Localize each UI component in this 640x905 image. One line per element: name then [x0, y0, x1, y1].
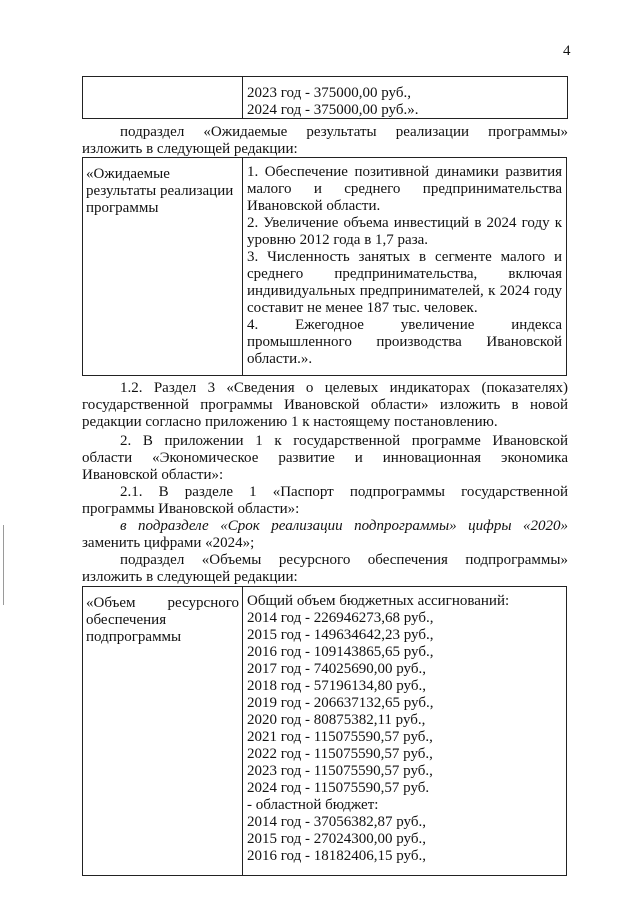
- table-cell-values: [243, 77, 567, 118]
- heading-line: «Объем ресурсного: [86, 595, 239, 611]
- paragraph-line: 2.1. В разделе 1 «Паспорт подпрограммы государственной: [120, 484, 568, 500]
- funding-line: 2015 год - 27024300,00 руб.,: [247, 831, 426, 847]
- result-line: индивидуальных предпринимателей, к 2024 году: [247, 283, 562, 299]
- funding-line: 2018 год - 57196134,80 руб.,: [247, 678, 426, 694]
- result-line: составит не менее 187 тыс. человек.: [247, 300, 478, 316]
- table-cell-results: [243, 158, 566, 375]
- result-item-4: [247, 317, 562, 368]
- funding-line: 2024 год - 375000,00 руб.».: [247, 102, 419, 118]
- paragraph-line: программы Ивановской области»:: [82, 501, 300, 517]
- funding-total-heading: Общий объем бюджетных ассигнований:: [247, 593, 510, 609]
- paragraph-section-1: [82, 484, 568, 518]
- heading-line: «Ожидаемые: [86, 166, 170, 182]
- result-line: промышленного производства Ивановской: [247, 334, 562, 350]
- resource-funding-table: [82, 586, 567, 876]
- page-number: 4: [563, 43, 571, 59]
- result-line: малого и среднего предпринимательства: [247, 181, 562, 197]
- result-line: 2. Увеличение объема инвестиций в 2024 году к: [247, 215, 562, 231]
- heading-line: программы: [86, 200, 159, 216]
- funding-line: 2015 год - 149634642,23 руб.,: [247, 627, 434, 643]
- funding-line: 2022 год - 115075590,57 руб.,: [247, 746, 433, 762]
- result-item-3: [247, 249, 562, 317]
- result-line: 4. Ежегодное увеличение индекса: [247, 317, 562, 333]
- funding-line: 2014 год - 37056382,87 руб.,: [247, 814, 426, 830]
- expected-results-table: [82, 157, 567, 376]
- funding-line: 2014 год - 226946273,68 руб.,: [247, 610, 434, 626]
- paragraph-line: изложить в следующей редакции:: [82, 141, 298, 157]
- paragraph-line: 2. В приложении 1 к государственной программе Ивановской: [120, 433, 568, 449]
- paragraph-line: подраздел «Объемы ресурсного обеспечения подпрограммы»: [120, 552, 568, 568]
- paragraph-resources: [82, 552, 568, 586]
- funding-line: 2023 год - 115075590,57 руб.,: [247, 763, 433, 779]
- result-line: 3. Численность занятых в сегменте малого и: [247, 249, 562, 265]
- funding-line: 2016 год - 109143865,65 руб.,: [247, 644, 434, 660]
- funding-line: 2016 год - 18182406,15 руб.,: [247, 848, 426, 864]
- paragraph-line: заменить цифрами «2024»;: [82, 535, 255, 551]
- funding-line: 2023 год - 375000,00 руб.,: [247, 85, 411, 101]
- result-line: Ивановской области.: [247, 198, 381, 214]
- heading-line: обеспечения: [86, 612, 167, 628]
- heading-line: подпрограммы: [86, 629, 182, 645]
- result-line: уровню 2012 года в 1,7 раза.: [247, 232, 429, 248]
- result-item-2: [247, 215, 562, 249]
- paragraph-line: государственной программы Ивановской области» изложить в новой: [82, 397, 568, 413]
- table-cell-funding: [243, 587, 566, 875]
- paragraph-section-3: [82, 380, 568, 431]
- funding-table-continuation: [82, 76, 568, 119]
- funding-line: 2019 год - 206637132,65 руб.,: [247, 695, 434, 711]
- margin-line: [3, 525, 4, 605]
- paragraph-line: редакции согласно приложению 1 к настоящему постановлению.: [82, 414, 498, 430]
- result-line: области.».: [247, 351, 313, 367]
- result-item-1: [247, 164, 562, 215]
- table-cell-heading: [83, 158, 243, 375]
- result-line: среднего предпринимательства, включая: [247, 266, 562, 282]
- funding-line: 2021 год - 115075590,57 руб.,: [247, 729, 433, 745]
- paragraph-line: в подразделе «Срок реализации подпрограммы» цифры «2020»: [120, 518, 568, 534]
- paragraph-line: подраздел «Ожидаемые результаты реализации программы»: [120, 124, 568, 140]
- paragraph-line: изложить в следующей редакции:: [82, 569, 298, 585]
- funding-line: 2017 год - 74025690,00 руб.,: [247, 661, 426, 677]
- paragraph-line: 1.2. Раздел 3 «Сведения о целевых индикаторах (показателях): [120, 380, 568, 396]
- result-line: 1. Обеспечение позитивной динамики развития: [247, 164, 562, 180]
- paragraph-deadline: [82, 518, 568, 552]
- paragraph-line: области «Экономическое развитие и инновационная экономика: [82, 450, 568, 466]
- paragraph-line: Ивановской области»:: [82, 467, 224, 483]
- funding-line: - областной бюджет:: [247, 797, 379, 813]
- table-cell-heading: [83, 587, 243, 875]
- table-cell-empty: [83, 77, 243, 118]
- funding-line: 2024 год - 115075590,57 руб.: [247, 780, 430, 796]
- funding-line: 2020 год - 80875382,11 руб.,: [247, 712, 426, 728]
- paragraph-appendix-1: [82, 433, 568, 484]
- heading-line: результаты реализации: [86, 183, 234, 199]
- paragraph-expected-results: [82, 124, 568, 158]
